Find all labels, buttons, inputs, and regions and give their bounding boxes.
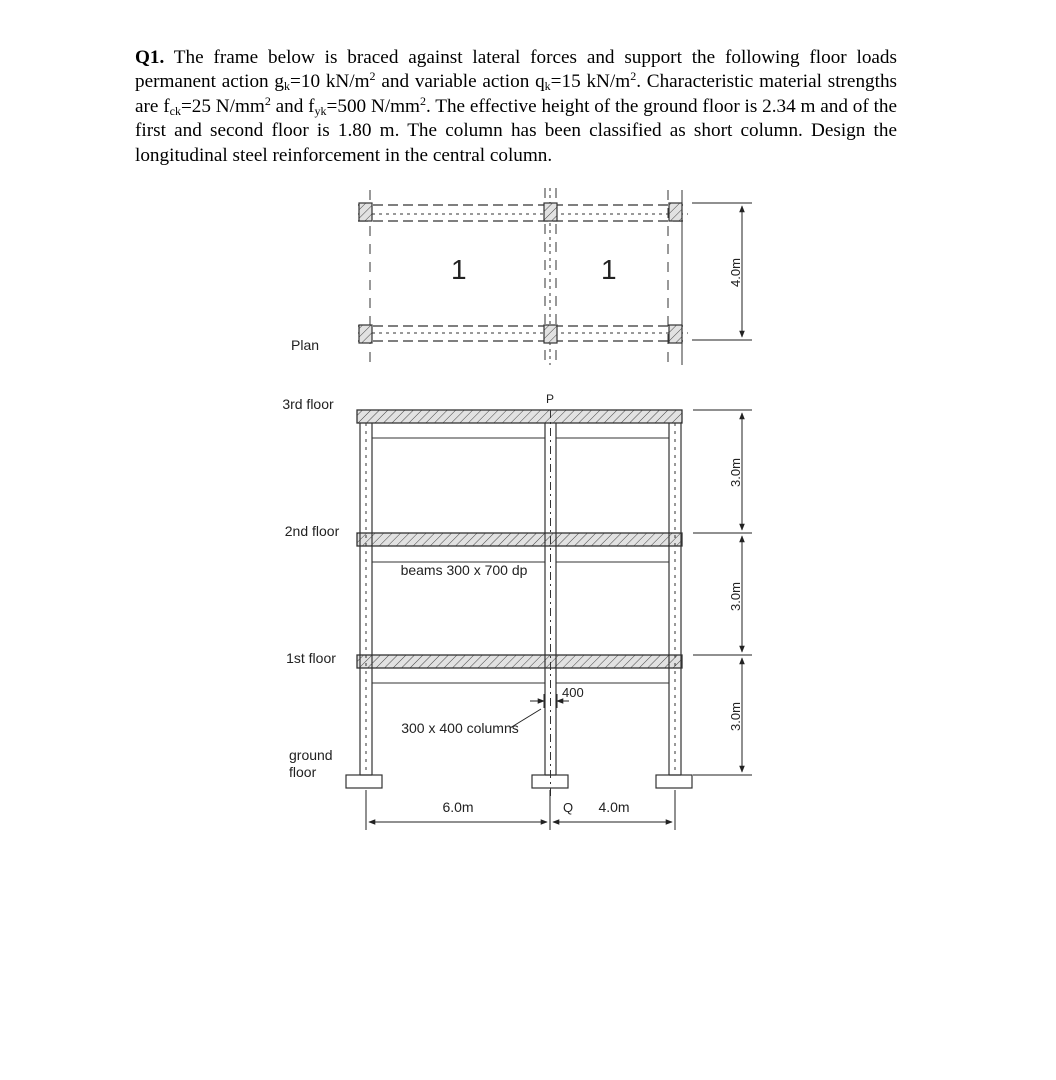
- plan-label: Plan: [291, 337, 320, 353]
- question-text-part: The frame below is braced against lateral forces and support the following floor loads permanent action g: [135, 47, 897, 93]
- floor-label: 2nd floor: [284, 523, 340, 539]
- superscript: 2: [264, 93, 271, 108]
- span-direction-arrow: [601, 254, 617, 285]
- point-q-label: Q: [562, 800, 574, 815]
- storey-height-label: 3.0m: [728, 582, 743, 611]
- storey-height-label: 3.0m: [728, 458, 743, 487]
- frame-elevation: [346, 410, 692, 800]
- storey-height-label: 3.0m: [728, 702, 743, 731]
- superscript: 2: [419, 93, 426, 108]
- question-number: Q1.: [135, 47, 165, 68]
- floor-label: 1st floor: [286, 650, 336, 666]
- question-text-part: and variable action q: [375, 71, 545, 93]
- storey-height-dimensions: [693, 410, 752, 775]
- ground-floor-label: floor: [289, 764, 317, 780]
- question-text-part: =500 N/mm: [326, 95, 420, 117]
- column-size-dim-label: 400: [562, 685, 584, 700]
- point-p-label: P: [545, 392, 555, 406]
- question-text-part: and f: [270, 95, 315, 117]
- span-arrow-glyph: 1: [601, 254, 617, 285]
- subscript: k: [544, 79, 551, 94]
- span-left-label: 6.0m: [442, 799, 474, 815]
- superscript: 2: [630, 69, 637, 84]
- question-text-part: =25 N/mm: [180, 95, 265, 117]
- floor-label: 3rd floor: [282, 396, 334, 412]
- question-text-part: . Characteristic material strengths are f: [135, 71, 898, 117]
- subscript: k: [284, 79, 291, 94]
- question-text-part: . The effective height of the ground floor is 2.34 m and of the first and second floor is 1.80 m. The column has been classified as short column. Design the longitudinal steel reinforcement in the central column.: [135, 95, 898, 166]
- ground-floor-label: ground: [289, 747, 333, 763]
- span-right-label: 4.0m: [598, 799, 630, 815]
- plan-depth-dim-label: 4.0m: [728, 258, 743, 287]
- question-text-part: =15 kN/m: [550, 71, 631, 93]
- beams-label: beams 300 x 700 dp: [400, 562, 528, 578]
- span-arrow-glyph: 1: [451, 254, 467, 285]
- subscript: ck: [169, 103, 181, 118]
- subscript: yk: [314, 103, 327, 118]
- span-direction-arrow: [451, 254, 467, 285]
- columns-leader-line: [510, 709, 541, 728]
- superscript: 2: [369, 69, 376, 84]
- question-text-part: =10 kN/m: [290, 71, 370, 93]
- plan-view: [358, 188, 688, 365]
- plan-depth-dimension: [692, 203, 752, 340]
- columns-label: 300 x 400 columns: [401, 720, 519, 736]
